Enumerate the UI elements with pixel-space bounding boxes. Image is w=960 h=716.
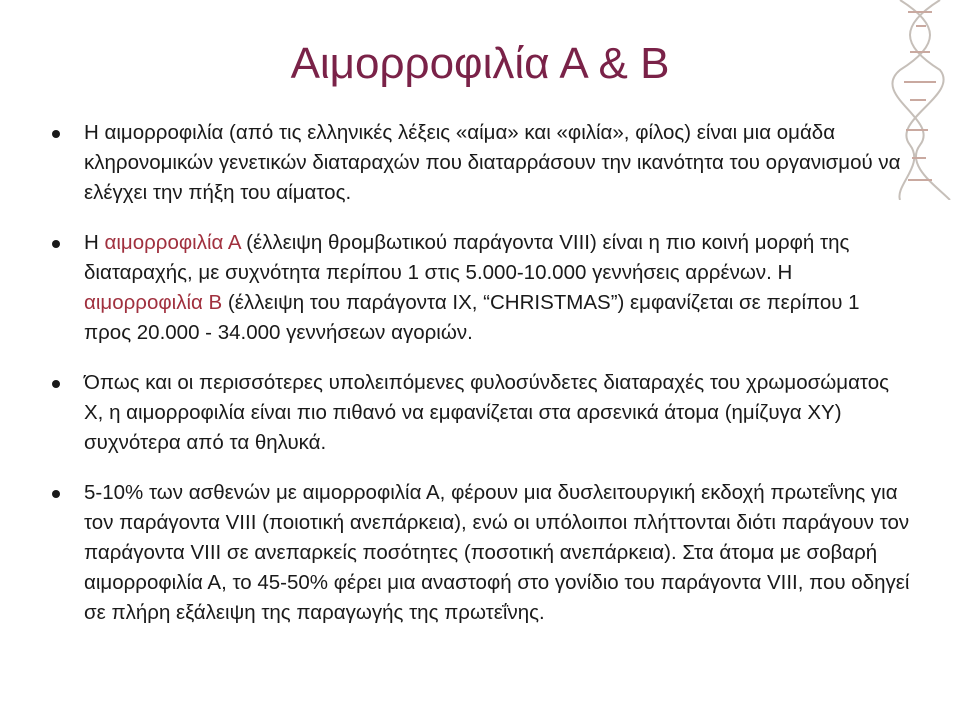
- bullet-text: 5-10% των ασθενών με αιμορροφιλία Α, φέρουν μια δυσλειτουργική εκδοχή πρωτεΐνης για τον παράγοντα VIII (ποιοτική ανεπάρκεια), ενώ οι υπόλοιποι πλήττονται διότι παράγουν τον παράγοντα VIII σε ανεπαρκείς ποσότητες (ποσοτική ανεπάρκεια). Στα άτομα με σοβαρή αιμορροφιλία Α, το 45-50% φέρει μια αναστοφή στο γονίδιο του παράγοντα VIII, που οδηγεί σε πλήρη εξάλειψη της παραγωγής της πρωτεΐνης.: [84, 481, 910, 624]
- bullet-text-part: Η: [777, 261, 793, 284]
- slide-title: Αιμορροφιλία Α & Β: [290, 39, 670, 88]
- bullet-dot-icon: [52, 240, 60, 248]
- bullet-text-part: (έλλειψη του παράγοντα ΙΧ, “CHRISTMAS”) εμφανίζεται σε περίπου 1 προς 20.000 - 34.000 γεννήσεων αγοριών.: [84, 291, 860, 344]
- bullet-text: Η αιμορροφιλία (από τις ελληνικές λέξεις «αίμα» και «φιλία», φίλος) είναι μια ομάδα κληρονομικών γενετικών διαταραχών που διαταρράσουν την ικανότητα του οργανισμού να ελέγχει την πήξη του αίματος.: [84, 121, 901, 204]
- bullet-text-part: Η: [84, 231, 105, 254]
- bullet-dot-icon: [52, 380, 60, 388]
- bullet-list: [52, 118, 912, 648]
- highlight-hemophilia-a: αιμορροφιλία Α: [104, 231, 241, 254]
- bullet-text: Όπως και οι περισσότερες υπολειπόμενες φυλοσύνδετες διαταραχές του χρωμοσώματος Χ, η αιμορροφιλία είναι πιο πιθανό να εμφανίζεται στα αρσενικά άτομα (ημίζυγα ΧΥ) συχνότερα από τα θηλυκά.: [84, 371, 890, 454]
- bullet-item: [52, 478, 912, 628]
- bullet-dot-icon: [52, 490, 60, 498]
- bullet-item: [52, 118, 912, 208]
- bullet-text-part: (έλλειψη θρομβωτικού παράγοντα VIII) είναι η πιο κοινή μορφή της διαταραχής, με συχνότητα περίπου 1 στις 5.000-10.000 γεννήσεις αρρένων.: [84, 231, 850, 284]
- bullet-item: [52, 228, 912, 348]
- bullet-dot-icon: [52, 130, 60, 138]
- bullet-item: [52, 368, 912, 458]
- highlight-hemophilia-b: αιμορροφιλία Β: [84, 291, 223, 314]
